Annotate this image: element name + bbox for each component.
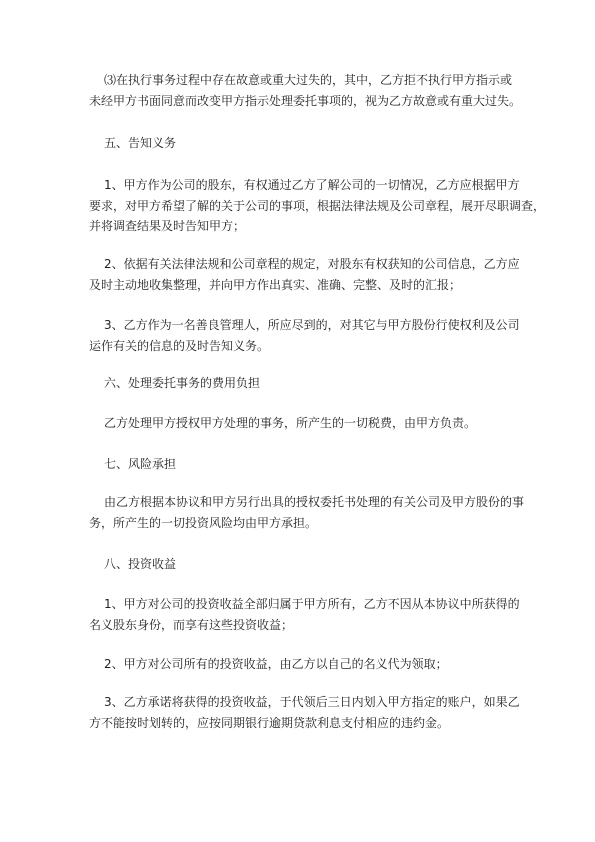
text-line: 2、依据有关法律法规和公司章程的规定，对股东有权获知的公司信息，乙方应 (104, 257, 520, 271)
text-line: 方不能按时划转的，应按同期银行逾期贷款利息支付相应的违约金。 (89, 715, 450, 730)
text-line: 1、甲方作为公司的股东，有权通过乙方了解公司的一切情况，乙方应根据甲方 (104, 178, 520, 192)
section-heading-returns: 八、投资收益 (104, 557, 177, 571)
text-line: 及时主动地收集整理，并向甲方作出真实、准确、完整、及时的汇报； (89, 277, 462, 292)
paragraph-returns-3 (89, 692, 525, 733)
text-line: 由乙方根据本协议和甲方另行出具的授权委托书处理的有关公司及甲方股份的事 (104, 495, 525, 509)
section-heading-expenses: 六、处理委托事务的费用负担 (104, 376, 261, 390)
text-line: 1、甲方对公司的投资收益全部归属于甲方所有，乙方不因从本协议中所获得的 (104, 597, 520, 611)
text-line: 未经甲方书面同意而改变甲方指示处理委托事项的，视为乙方故意或有重大过失。 (89, 93, 522, 108)
paragraph-expenses (89, 413, 525, 434)
text-line: 3、乙方承诺将获得的投资收益，于代领后三日内划入甲方指定的账户，如果乙 (104, 695, 520, 709)
text-line: 名义股东身份，而享有这些投资收益； (89, 617, 294, 632)
section-heading-notification: 五、告知义务 (104, 136, 177, 150)
paragraph-returns-2 (89, 654, 525, 675)
paragraph-notify-1 (89, 175, 546, 237)
paragraph-intent-clause (89, 70, 525, 111)
section-heading-risk: 七、风险承担 (104, 457, 177, 471)
text-line: 2、甲方对公司所有的投资收益，由乙方以自己的名义代为领取； (104, 657, 448, 671)
text-line: 要求，对甲方希望了解的关于公司的事项，根据法律法规及公司章程，展开尽职调查， (89, 198, 546, 213)
text-line: 务，所产生的一切投资风险均由甲方承担。 (89, 515, 318, 530)
text-line: 3、乙方作为一名善良管理人，所应尽到的，对其它与甲方股份行使权利及公司 (104, 318, 520, 332)
paragraph-notify-2 (89, 254, 525, 295)
paragraph-risk (89, 492, 525, 533)
text-line: ⑶在执行事务过程中存在故意或重大过失的，其中，乙方拒不执行甲方指示或 (104, 73, 513, 87)
text-line: 乙方处理甲方授权甲方处理的事务，所产生的一切税费，由甲方负责。 (104, 416, 477, 430)
text-line: 并将调查结果及时告知甲方； (89, 219, 246, 233)
text-line: 运作有关的信息的及时告知义务。 (89, 338, 270, 353)
paragraph-notify-3 (89, 315, 525, 356)
paragraph-returns-1 (89, 594, 525, 635)
